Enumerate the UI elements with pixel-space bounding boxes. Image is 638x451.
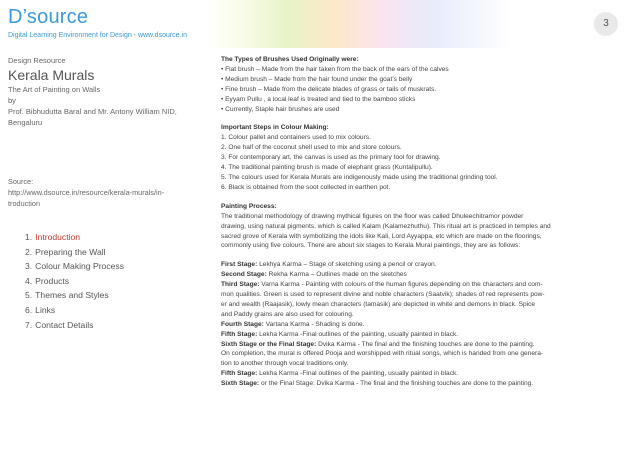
painting-process-heading: Painting Process: bbox=[221, 202, 277, 210]
source-link[interactable] bbox=[8, 187, 208, 209]
stage-text: Lekhya Karma – Stage of sketching using a pencil or crayon. bbox=[257, 261, 437, 269]
stage-line bbox=[221, 379, 631, 389]
authors: Prof. Bibhudutta Baral and Mr. Antony William NID, Bengaluru bbox=[8, 107, 177, 127]
process-line: The traditional methodology of drawing mythical figures on the floor was called Dhuleechitramor powder bbox=[221, 212, 524, 220]
nav-item-introduction[interactable] bbox=[25, 230, 124, 245]
stage-text: On completion, the mural is offered Pooja and worshipped with ritual songs, which is handed from one genera- bbox=[221, 350, 544, 358]
stage-line bbox=[221, 349, 631, 359]
brush-item: • Medium brush – Made from the hair found under the goat’s belly bbox=[221, 75, 413, 83]
stage-label: Second Stage: bbox=[221, 271, 267, 279]
stage-text: Dvika Karma - The final and the finishing touches are done to the painting. bbox=[316, 340, 535, 348]
nav-item-preparing-the-wall[interactable] bbox=[25, 245, 124, 260]
step-item: 5. The colours used for Kerala Murals are indigenously made using the traditional grinding tool. bbox=[221, 173, 498, 181]
stage-text: Vartana Karma - Shading is done. bbox=[263, 320, 365, 328]
dsource-logo[interactable]: D’source bbox=[8, 6, 89, 28]
nav-item-products[interactable] bbox=[25, 274, 124, 289]
spacer bbox=[221, 251, 631, 260]
nav-item-number: 3. bbox=[25, 261, 33, 272]
nav-item-themes-and-styles[interactable] bbox=[25, 288, 124, 303]
process-line: drawing, using natural pigments, which is called Kalam (Kalamezhuthu). This ritual art is practiced in temples and bbox=[221, 222, 551, 230]
stage-label: Fifth Stage: bbox=[221, 370, 258, 378]
stage-label: First Stage: bbox=[221, 261, 258, 269]
stage-text: and Paddy grains are also used for colouring. bbox=[221, 310, 354, 318]
step-item: 1. Colour pallet and containers used to mix colours. bbox=[221, 134, 371, 142]
stage-line bbox=[221, 310, 631, 320]
source-label: Source: bbox=[8, 177, 34, 186]
nav-item-number: 1. bbox=[25, 232, 33, 242]
stage-line bbox=[221, 300, 631, 310]
brush-item: • Currently, Staple hair brushes are used bbox=[221, 105, 340, 113]
nav-item-number: 2. bbox=[25, 246, 33, 257]
stage-text: Lekha Karma -Final outlines of the painting, usually painted in black. bbox=[257, 370, 459, 378]
process-line: commonly using five colours. There are about six stages to Kerala Mural paintings, they are as follows: bbox=[221, 242, 521, 250]
page-header bbox=[0, 0, 638, 48]
stage-line bbox=[221, 359, 631, 369]
stage-text: Lekha Karma -Final outlines of the painting, usually painted in black. bbox=[257, 330, 459, 338]
nav-item-number: 4. bbox=[25, 275, 33, 286]
source-url-line[interactable]: http://www.dsource.in/resource/kerala-murals/in- bbox=[8, 188, 165, 197]
nav-item-label: Products bbox=[35, 275, 70, 286]
source-url-line[interactable]: troduction bbox=[8, 199, 41, 208]
spacer bbox=[221, 193, 631, 202]
brush-item: • Flat brush – Made from the hair taken from the back of the ears of the calves bbox=[221, 65, 449, 73]
brush-item: • Fine brush – Made from the delicate blades of grass or tails of muskrats. bbox=[221, 85, 437, 93]
step-item: 3. For contemporary art, the canvas is used as the primary tool for drawing. bbox=[221, 154, 441, 162]
sidebar-info bbox=[8, 56, 208, 128]
by-label: by bbox=[8, 96, 16, 105]
nav-item-label: Colour Making Process bbox=[35, 261, 125, 272]
tagline: Digital Learning Environment for Design - www.dsource.in bbox=[8, 32, 187, 39]
nav-item-label: Introduction bbox=[35, 232, 81, 242]
nav-item-label: Links bbox=[35, 304, 56, 315]
nav-item-label: Contact Details bbox=[35, 319, 94, 330]
stage-line bbox=[221, 369, 631, 379]
stage-line bbox=[221, 290, 631, 300]
step-item: 6. Black is obtained from the soot collected in earthen pot. bbox=[221, 183, 391, 191]
section-nav bbox=[25, 230, 124, 332]
spacer bbox=[221, 114, 631, 123]
stage-line bbox=[221, 320, 631, 330]
step-item: 4. The traditional painting brush is made of elephant grass (Kuntalipullu). bbox=[221, 164, 433, 172]
brushes-heading: The Types of Brushes Used Originally were: bbox=[221, 56, 359, 63]
stage-text: Rekha Karma – Outlines made on the sketches bbox=[266, 271, 407, 279]
stage-text: Varna Karma - Painting with colours of the human figures depending on the characters and com- bbox=[259, 281, 543, 289]
resource-subtitle: The Art of Painting on Walls bbox=[8, 85, 101, 94]
nav-item-number: 5. bbox=[25, 290, 33, 301]
stage-text: er and wealth (Raajasik), lowly mean characters (tamasik) are depicted in white and demons in black. Spice bbox=[221, 300, 536, 308]
page-number-badge: 3 bbox=[594, 12, 618, 36]
nav-item-label: Themes and Styles bbox=[35, 290, 109, 301]
stage-text: mon qualities. Green is used to represent divine and noble characters (Saatvik); shades of red represents pow- bbox=[221, 291, 545, 299]
stage-line bbox=[221, 260, 631, 270]
source-block bbox=[8, 176, 208, 209]
process-line: sacred grove of Kerala with symbolizing the idols like Kali, Lord Ayyappa, etc which are made on the floorings, bbox=[221, 232, 542, 240]
nav-item-label: Preparing the Wall bbox=[35, 246, 106, 257]
stage-label: Fourth Stage: bbox=[221, 320, 264, 328]
stage-label: Sixth Stage: bbox=[221, 380, 260, 388]
design-resource-label: Design Resource bbox=[8, 56, 66, 65]
brush-item: • Eyyam Pullu , a local leaf is treated and tied to the bamboo sticks bbox=[221, 95, 416, 103]
step-item: 2. One half of the coconut shell used to mix and store colours. bbox=[221, 144, 402, 152]
stage-label: Fifth Stage: bbox=[221, 330, 258, 338]
main-content bbox=[221, 55, 631, 389]
stage-line bbox=[221, 340, 631, 350]
resource-title: Kerala Murals bbox=[8, 67, 95, 83]
steps-heading: Important Steps in Colour Making: bbox=[221, 124, 329, 132]
stage-label: Sixth Stage or the Final Stage: bbox=[221, 340, 317, 348]
stage-line bbox=[221, 330, 631, 340]
nav-item-contact-details[interactable] bbox=[25, 318, 124, 333]
nav-item-links[interactable] bbox=[25, 303, 124, 318]
nav-item-colour-making-process[interactable] bbox=[25, 259, 124, 274]
stage-line bbox=[221, 270, 631, 280]
stage-text: or the Final Stage: Dvika Karma - The final and the finishing touches are done to the painting. bbox=[259, 380, 534, 388]
nav-item-number: 7. bbox=[25, 319, 33, 330]
stage-line bbox=[221, 280, 631, 290]
stage-label: Third Stage: bbox=[221, 281, 260, 289]
stage-text: tion to another through vocal traditions only. bbox=[221, 360, 349, 368]
nav-item-number: 6. bbox=[25, 304, 33, 315]
